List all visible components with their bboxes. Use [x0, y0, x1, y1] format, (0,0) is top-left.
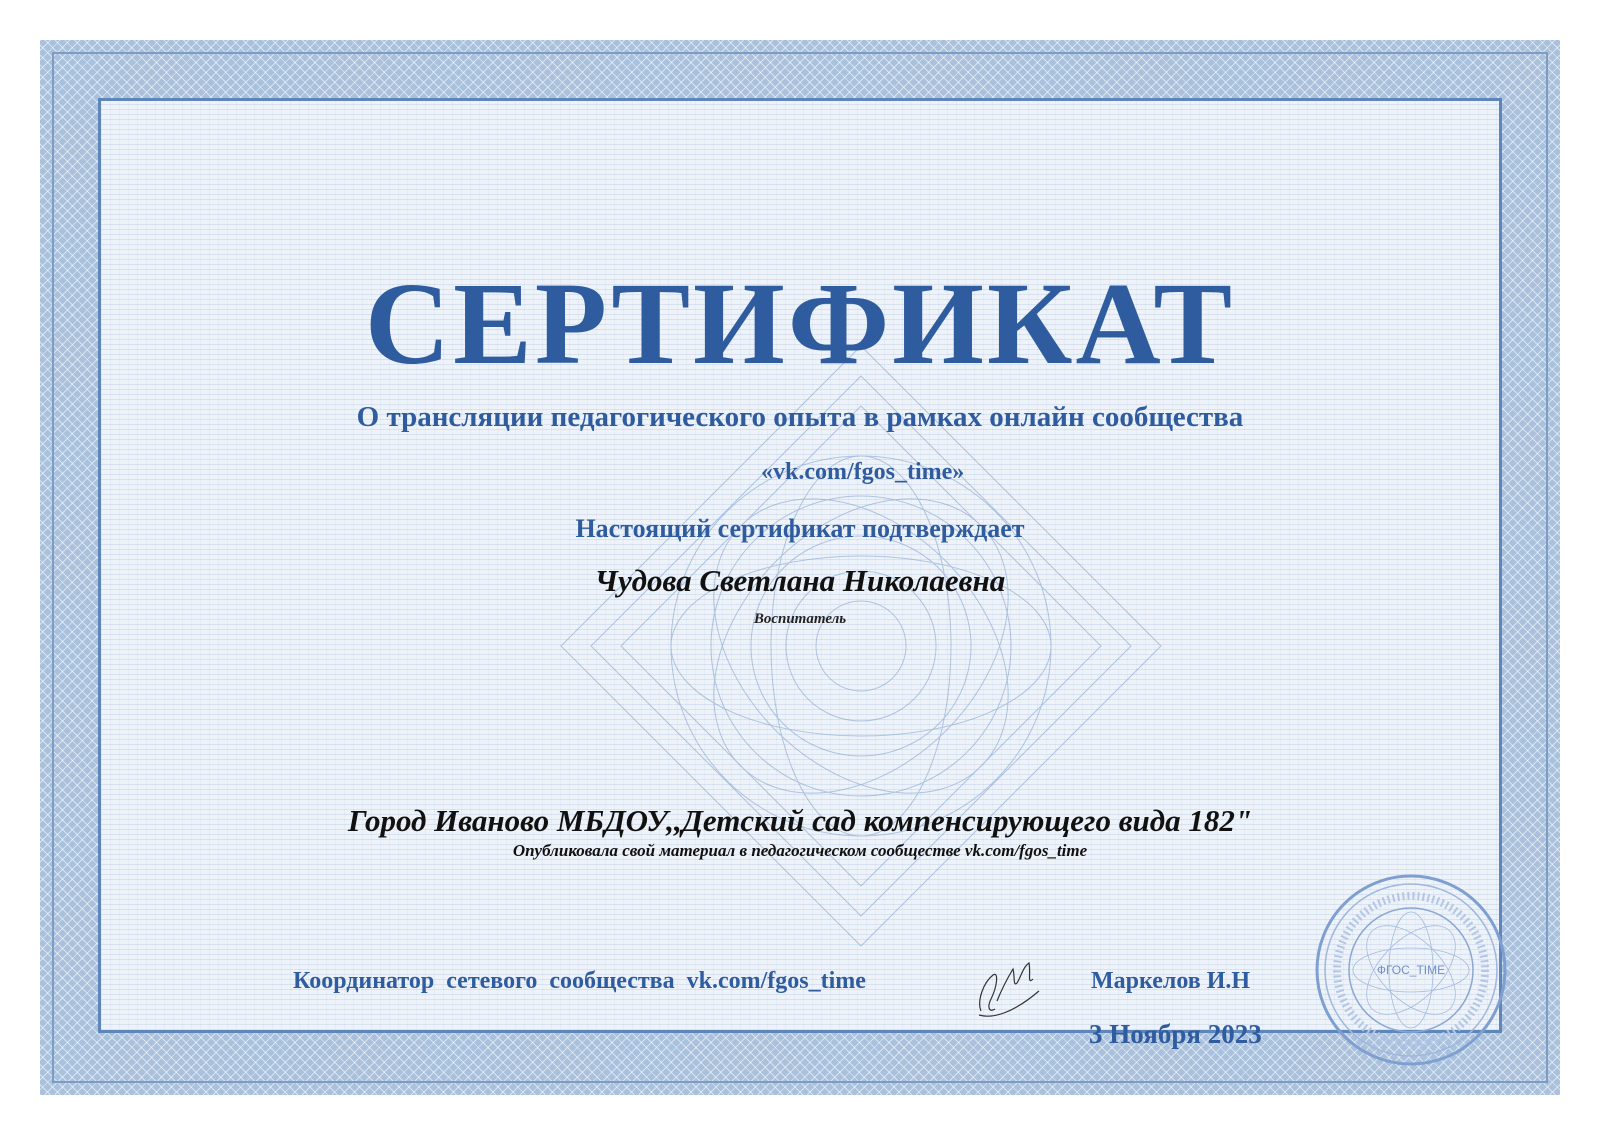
confirmation-text: Настоящий сертификат подтверждает: [575, 514, 1025, 543]
seal-center-text: ФГОС_TIME: [1376, 963, 1446, 977]
certificate-subtitle: О трансляции педагогического опыта в рамках онлайн сообщества: [356, 401, 1244, 433]
recipient-name: Чудова Светлана Николаевна: [594, 563, 1006, 598]
round-seal-stamp: [1314, 873, 1508, 1067]
certificate-panel: [98, 98, 1502, 1049]
handwritten-signature: [973, 953, 1045, 1023]
organization-name: Город Иваново МБДОУ,,Детский сад компенсирующего вида 182": [347, 803, 1253, 838]
coordinator-name: Маркелов И.Н: [1091, 968, 1251, 994]
community-link: «vk.com/fgos_time»: [761, 459, 965, 485]
issue-date: 3 Ноября 2023: [1089, 1019, 1262, 1049]
coordinator-label: Координатор сетевого сообщества vk.com/fgos_time: [293, 968, 866, 994]
published-statement: Опубликовала свой материал в педагогическом сообществе vk.com/fgos_time: [512, 841, 1088, 860]
recipient-position: Воспитатель: [753, 611, 847, 627]
certificate-title: СЕРТИФИКАТ: [364, 258, 1236, 389]
